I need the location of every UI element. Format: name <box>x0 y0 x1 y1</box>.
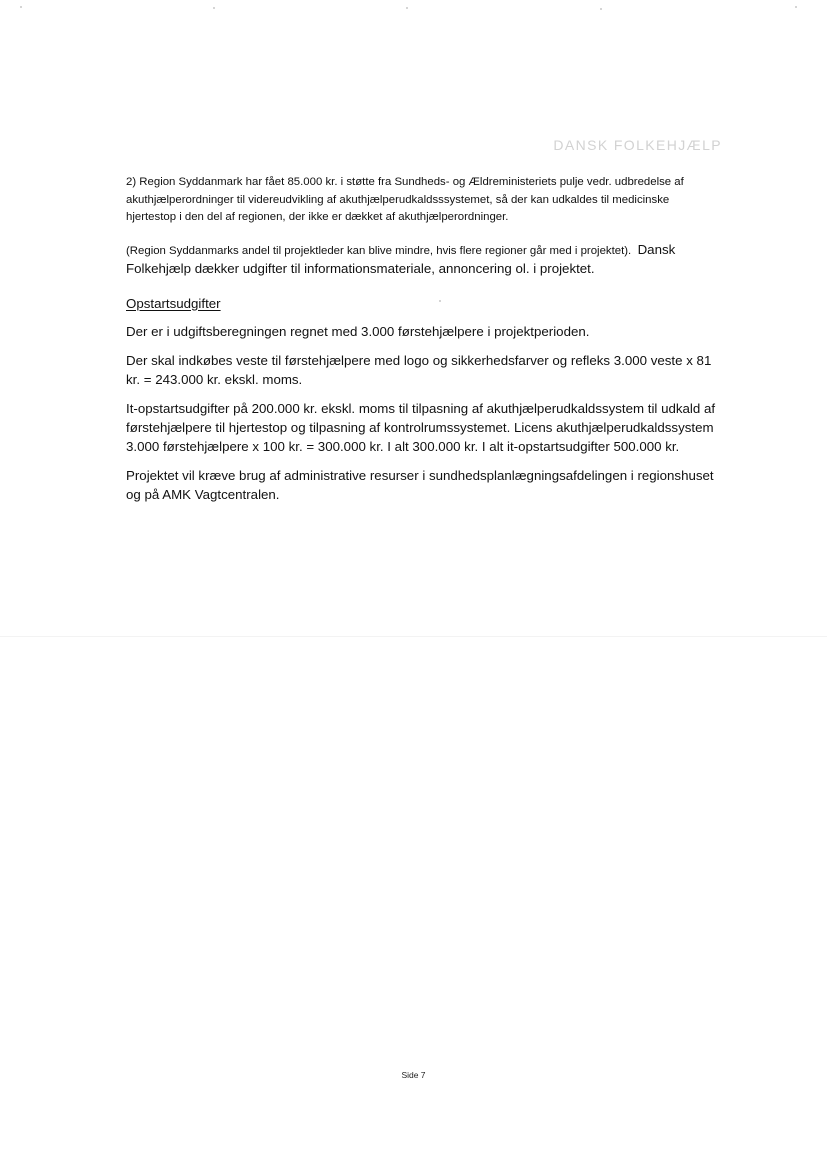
paragraph-region-grant: 2) Region Syddanmark har fået 85.000 kr. i støtte fra Sundheds- og Ældreministeriets pulje vedr. udbredelse af akuthjælperordninger til videreudvikling af akuthjælperudkaldsssystemet, så der kan udkaldes til medicinske hjertestop i den del af regionen, der ikke er dækket af akuthjælperordninger. <box>126 176 684 223</box>
document-body <box>126 174 722 504</box>
scan-speck <box>406 7 408 9</box>
heading-startup-costs: Opstartsudgifter <box>126 295 221 311</box>
paragraph-admin-resources: Projektet vil kræve brug af administrative resurser i sundhedsplanlægningsafdelingen i regionshuset og på AMK Vagtcentralen. <box>126 467 714 502</box>
paragraph-vests: Der skal indkøbes veste til førstehjælpere med logo og sikkerhedsfarver og refleks 3.000 veste x 81 kr. = 243.000 kr. ekskl. moms. <box>126 352 712 387</box>
scan-speck <box>20 6 22 8</box>
paragraph-first-aiders: Der er i udgiftsberegningen regnet med 3.000 førstehjælpere i projektperioden. <box>126 323 590 339</box>
paragraph-project-leader-tail: Dansk Folkehjælp dækker udgifter til informationsmateriale, annoncering ol. i projektet. <box>126 241 676 276</box>
paragraph-it-costs: It-opstartsudgifter på 200.000 kr. ekskl. moms til tilpasning af akuthjælperudkaldssystem til udkald af førstehjælpere til hjertestop og tilpasning af kontrolrumssystemet. Licens akuthjælperudkaldssystem 3.000 førstehjælpere x 100 kr. = 300.000 kr. I alt 300.000 kr. I alt it-opstartsudgifter 500.000 kr. <box>126 400 716 454</box>
scan-speck <box>600 8 602 10</box>
scan-speck <box>213 7 215 9</box>
paragraph-project-leader-text: (Region Syddanmarks andel til projektleder kan blive mindre, hvis flere regioner går med i projektet). <box>126 244 632 257</box>
organization-logo: DANSK FOLKEHJÆLP <box>553 137 722 153</box>
scan-speck <box>795 6 797 8</box>
page-number: Side 7 <box>401 1070 426 1080</box>
scan-fold-line <box>0 636 827 637</box>
paragraph-project-leader <box>126 241 722 280</box>
